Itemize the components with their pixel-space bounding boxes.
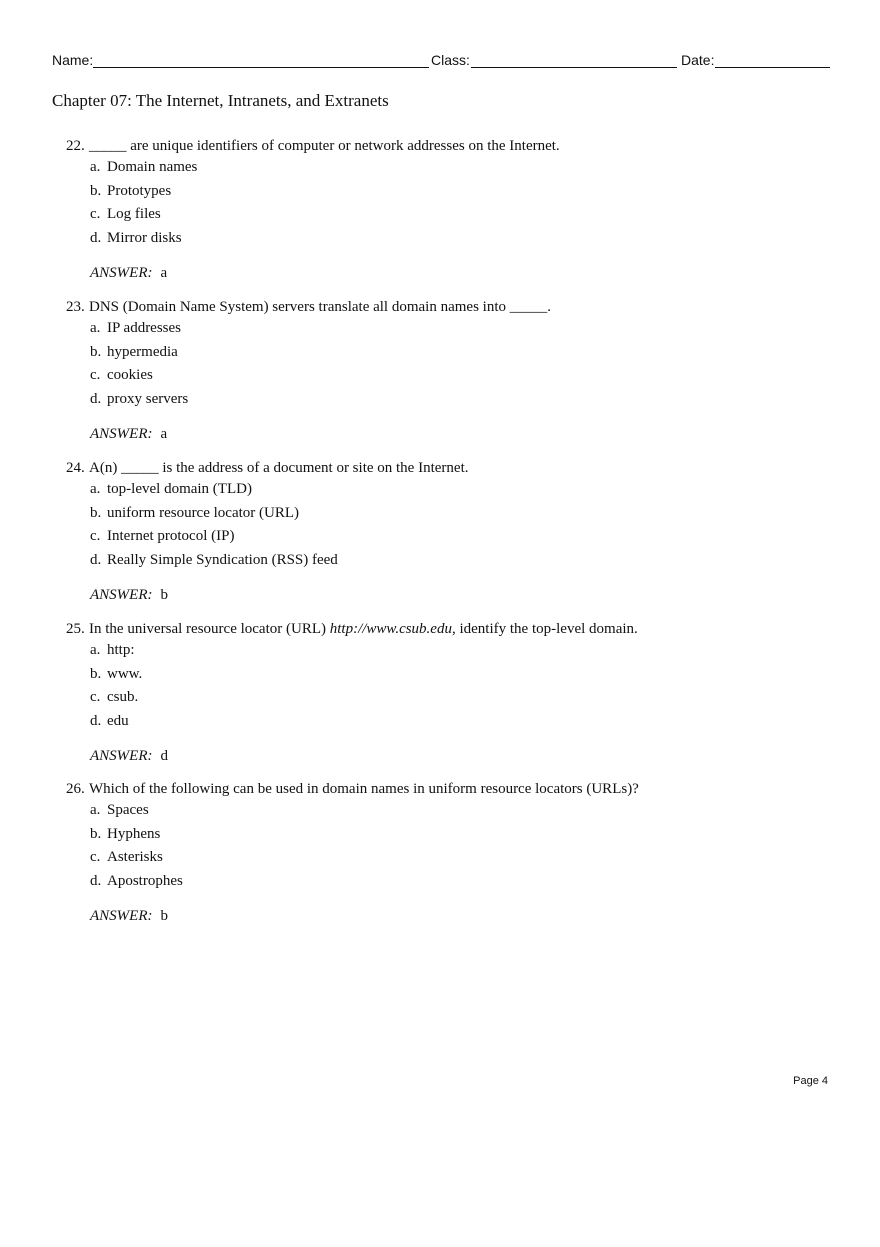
- worksheet-header: [52, 52, 830, 72]
- answer-line: ANSWER: d: [90, 748, 168, 764]
- option-d: d. Mirror disks: [90, 230, 182, 246]
- option-d: d. edu: [90, 713, 129, 729]
- question-text: Which of the following can be used in domain names in uniform resource locators (URLs)?: [89, 781, 639, 797]
- answer-value: b: [160, 908, 168, 924]
- option-a: a. http:: [90, 642, 135, 658]
- question-stem: [66, 778, 826, 800]
- option-c: c. csub.: [90, 689, 139, 705]
- question-number: 26.: [66, 781, 85, 797]
- option-a: a. IP addresses: [90, 320, 182, 336]
- question-stem: [66, 135, 826, 157]
- option-a: a. Domain names: [90, 159, 198, 175]
- option-b: b. Prototypes: [90, 183, 172, 199]
- question-number: 24.: [66, 460, 85, 476]
- class-label: Class:: [431, 52, 470, 68]
- question-24: [66, 457, 826, 603]
- question-text-after: , identify the top-level domain.: [451, 621, 638, 637]
- answer-value: b: [160, 587, 168, 603]
- option-b: b. uniform resource locator (URL): [90, 505, 300, 521]
- question-22: [66, 135, 826, 281]
- question-23: [66, 296, 826, 442]
- option-c: c. cookies: [90, 367, 153, 383]
- answer-value: a: [160, 426, 168, 442]
- option-c: c. Asterisks: [90, 849, 163, 865]
- question-25: [66, 618, 826, 764]
- answer-line: ANSWER: a: [90, 265, 168, 281]
- question-url: http://www.csub.edu: [329, 621, 452, 637]
- name-label: Name:: [52, 52, 94, 68]
- answer-line: ANSWER: b: [90, 908, 168, 924]
- option-a: a. top-level domain (TLD): [90, 481, 252, 497]
- option-c: c. Log files: [90, 206, 161, 222]
- option-b: b. hypermedia: [90, 344, 178, 360]
- option-c: c. Internet protocol (IP): [90, 528, 235, 544]
- option-d: d. proxy servers: [90, 391, 189, 407]
- answer-line: ANSWER: b: [90, 587, 168, 603]
- question-text-before: In the universal resource locator (URL): [89, 621, 330, 637]
- chapter-title: Chapter 07: The Internet, Intranets, and Extranets: [52, 91, 389, 110]
- question-stem: [66, 457, 826, 479]
- option-a: a. Spaces: [90, 802, 149, 818]
- option-b: b. Hyphens: [90, 826, 161, 842]
- question-number: 23.: [66, 299, 85, 315]
- class-field-line: [471, 67, 677, 68]
- answer-value: d: [160, 748, 168, 764]
- question-text: A(n) _____ is the address of a document or site on the Internet.: [89, 460, 469, 476]
- page-number: Page 4: [793, 1075, 828, 1087]
- name-field-line: [93, 67, 429, 68]
- question-text: DNS (Domain Name System) servers translate all domain names into _____.: [89, 299, 551, 315]
- question-stem: [66, 296, 826, 318]
- question-stem: [66, 618, 826, 640]
- answer-line: ANSWER: a: [90, 426, 168, 442]
- question-26: [66, 778, 826, 924]
- question-number: 22.: [66, 138, 85, 154]
- answer-value: a: [160, 265, 168, 281]
- question-number: 25.: [66, 621, 85, 637]
- option-b: b. www.: [90, 666, 143, 682]
- date-field-line: [715, 67, 830, 68]
- question-text: _____ are unique identifiers of computer or network addresses on the Internet.: [89, 138, 560, 154]
- option-d: d. Apostrophes: [90, 873, 183, 889]
- date-label: Date:: [681, 52, 715, 68]
- option-d: d. Really Simple Syndication (RSS) feed: [90, 552, 338, 568]
